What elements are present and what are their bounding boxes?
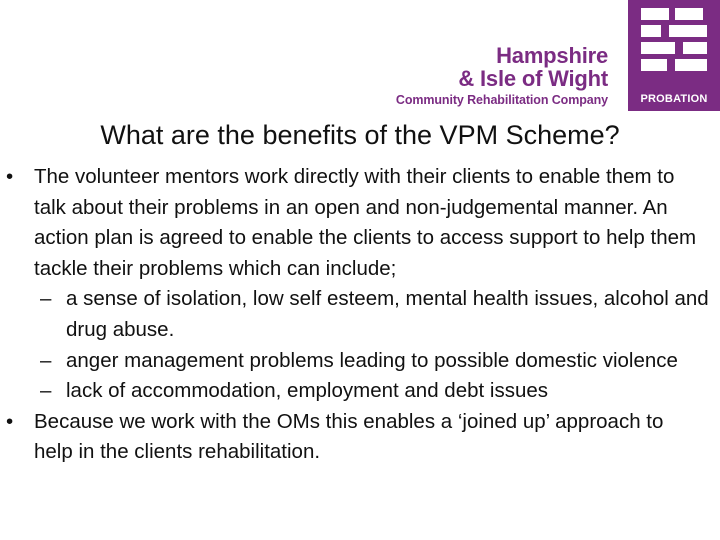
bullet-text: Because we work with the OMs this enables a ‘joined up’ approach to help in the clients rehabilitation. bbox=[34, 409, 664, 464]
bullet-icon: • bbox=[6, 165, 14, 188]
org-name-line1: Hampshire bbox=[496, 43, 608, 68]
sub-bullet-item bbox=[0, 346, 720, 377]
sub-bullet-item bbox=[0, 284, 720, 345]
probation-logo bbox=[628, 0, 720, 111]
dash-icon: – bbox=[40, 379, 52, 403]
sub-bullet-item bbox=[0, 376, 720, 407]
logo-text bbox=[396, 44, 608, 107]
slide-title: What are the benefits of the VPM Scheme? bbox=[100, 120, 620, 150]
sub-bullet-text: lack of accommodation, employment and debt issues bbox=[66, 379, 549, 403]
bullet-icon: • bbox=[6, 409, 14, 433]
bullet-item bbox=[0, 162, 720, 284]
dash-icon: – bbox=[40, 348, 52, 372]
sub-bullet-text: a sense of isolation, low self esteem, mental health issues, alcohol and drug abuse. bbox=[66, 287, 709, 341]
org-name-line3: Community Rehabilitation Company bbox=[395, 93, 608, 108]
bullet-text: The volunteer mentors work directly with their clients to enable them to talk about their problems in an open and non-judgemental manner. An action plan is agreed to enable the clients to access support to help them tackle their problems which can include; bbox=[34, 165, 697, 280]
probation-badge: PROBATION bbox=[640, 93, 708, 105]
sub-bullet-text: anger management problems leading to possible domestic violence bbox=[66, 348, 678, 372]
dash-icon: – bbox=[40, 287, 52, 311]
slide-body bbox=[0, 162, 720, 468]
org-name-line2: & Isle of Wight bbox=[458, 66, 608, 92]
bullet-item bbox=[0, 407, 720, 468]
